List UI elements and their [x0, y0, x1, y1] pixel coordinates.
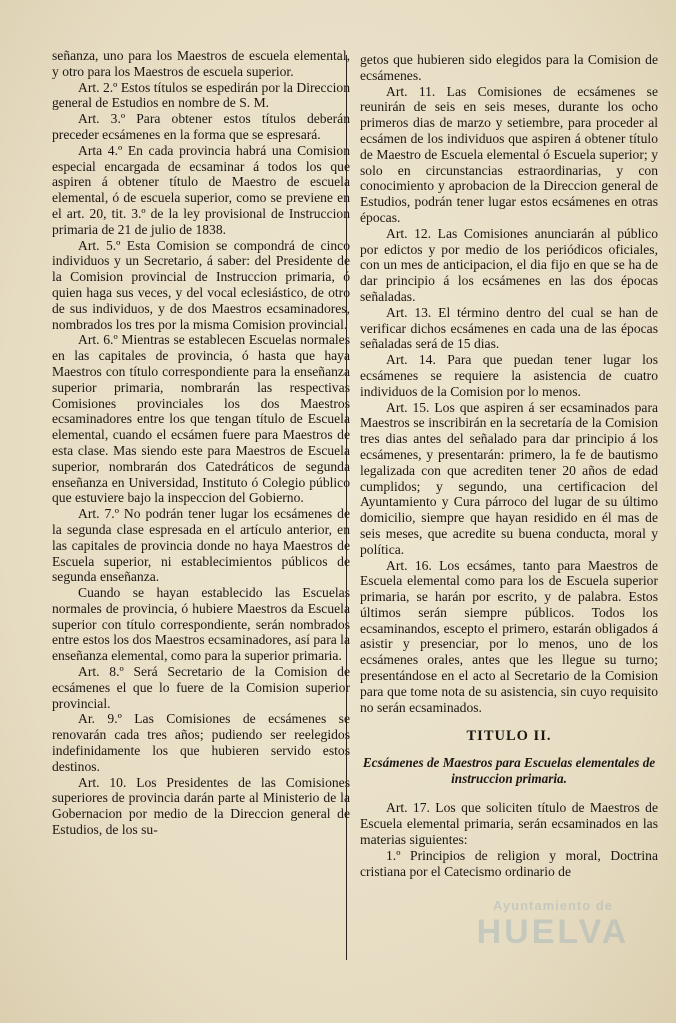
paragraph: Art. 13. El término dentro del cual se han de verificar dichos ecsámenes en cada una de las épocas señaladas será de 15 dias. [360, 304, 658, 352]
paragraph: Art. 5.º Esta Comision se compondrá de cinco individuos y un Secretario, á saber: del Presidente de la Comision provincial de Instruccion primaria, ó quien haga sus veces, y del vocal eclesiástico, de otro de sus individuos, y de dos Maestros ecsaminadores, nombrados los tres por la misma Comision provincial. [52, 237, 350, 332]
paragraph: getos que hubieren sido elegidos para la Comision de ecsámenes. [360, 52, 658, 83]
paragraph: Art. 15. Los que aspiren á ser ecsaminados para Maestros se inscribirán en la secretaría de la Comision tres dias antes del señalado para dar principio á los ecsámenes, y presentarán: primero, la fe de bautismo legalizada con que acrediten tener 20 años de edad cumplidos; y segundo, una certificacion del Ayuntamiento y Cura párroco del lugar de su último domicilio, siempre que hayan residido en él mas de seis meses, que acredite su buena conducta, moral y política. [360, 399, 658, 557]
paragraph: Art. 7.º No podrán tener lugar los ecsámenes de la segunda clase espresada en el artículo anterior, en las capitales de provincia donde no haya Maestros de Escuela superior, ni establecimientos públicos de segunda enseñanza. [52, 506, 350, 585]
watermark-line: HUELVA [476, 913, 630, 951]
column-divider [346, 55, 347, 960]
paragraph: Art. 10. Los Presidentes de las Comisiones superiores de provincia darán parte al Ministerio de la Gobernacion por medio de la Direccion general de Estudios, de los su- [52, 774, 350, 838]
paragraph: Art. 14. Para que puedan tener lugar los ecsámenes se requiere la asistencia de cuatro individuos de la Comision por lo menos. [360, 352, 658, 399]
section-title: TITULO II. [466, 728, 552, 745]
paragraph: Art. 11. Las Comisiones de ecsámenes se reunirán de seis en seis meses, durante los ocho primeros dias de marzo y setiembre, para proceder al ecsámen de los individuos que aspiren á obtener título de Maestro de Escuela elemental ó Escuela superior; y solo en circunstancias estraordinarias, y con conocimiento y aprobacion de la Direccion general de Estudios, podrán tener lugar estos ecsámenes en otras épocas. [360, 83, 658, 225]
section-subtitle: Ecsámenes de Maestros para Escuelas elementales de instruccion primaria. [362, 755, 656, 786]
paragraph: Art. 16. Los ecsámes, tanto para Maestros de Escuela elemental como para los de Escuela superior primaria, se harán por escrito, y de palabra. Estos últimos serán siempre públicos. Todos los ecsaminandos, escepto el primero, estarán obligados á asistir y presenciar, por lo menos, uno de los ecsámenes orales, antes que les llegue su turno; presentándose en el acto al Secretario de la Comision para que tome nota de su asistencia, sin cuyo requisito no serán ecsaminados. [360, 557, 658, 715]
paragraph: Cuando se hayan establecido las Escuelas normales de provincia, ó hubiere Maestros da Escuela superior con título correspondiente, serán nombrados entre estos los dos Maestros ecsaminadores, así para la enseñanza elemental, como para la superior primaria. [52, 585, 350, 664]
paragraph: Art. 17. Los que soliciten título de Maestros de Escuela elemental primaria, serán ecsaminados en las materias siguientes: [360, 800, 658, 848]
paragraph: señanza, uno para los Maestros de escuela elemental, y otro para los Maestros de escuela superior. [52, 48, 350, 79]
paragraph: Art. 6.º Mientras se establecen Escuelas normales en las capitales de provincia, ó hasta que haya Maestros con título correspondiente para la enseñanza superior primaria, nombrarán las respectivas Comisiones provinciales los dos Maestros ecsaminadores entre los que tengan título de Escuela elemental, cuando el ecsámen fuere para Maestros de esta clase. Mas siendo este para Maestros de Escuela superior, nombrarán dos Catedráticos de segunda enseñanza en Universidad, Instituto ó Colegio público que estuviere bajo la inspeccion del Gobierno. [52, 332, 350, 506]
paragraph: Art. 3.º Para obtener estos títulos deberán preceder ecsámenes en la forma que se espresará. [52, 111, 350, 142]
watermark-line: Ayuntamiento de [493, 898, 613, 913]
paragraph: Ar. 9.º Las Comisiones de ecsámenes se renovarán cada tres años; pudiendo ser reelegidos indefinidamente los que hubieren servido estos destinos. [52, 711, 350, 774]
right-column [360, 52, 658, 879]
paragraph: Art. 2.º Estos títulos se espedirán por la Direccion general de Estudios en nombre de S. M. [52, 79, 350, 111]
paragraph: 1.º Principios de religion y moral, Doctrina cristiana por el Catecismo ordinario de [360, 847, 658, 879]
paragraph: Art. 8.º Será Secretario de la Comision de ecsámenes el que lo fuere de la Comision superior provincial. [52, 664, 350, 711]
left-column [52, 48, 350, 838]
paragraph: Arta 4.º En cada provincia habrá una Comision especial encargada de ecsaminar á todos los que aspiren á obtener título de Maestro de escuela elemental, ó de escuela superior, como se previene en el art. 20, tit. 3.º de la ley provisional de Instruccion primaria de 21 de julio de 1838. [52, 142, 350, 237]
paragraph: Art. 12. Las Comisiones anunciarán al público por edictos y por medio de los periódicos oficiales, con un mes de anticipacion, el dia fijo en que se ha de dar principio á los ecsámenes en las dos épocas señaladas. [360, 225, 658, 304]
